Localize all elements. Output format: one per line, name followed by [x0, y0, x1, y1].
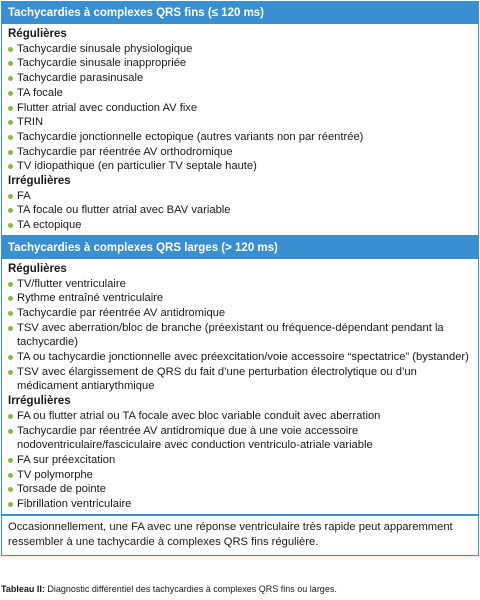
list-item — [8, 321, 472, 350]
item-text: Tachycardie par réentrée AV antidromique — [17, 306, 226, 319]
list-item — [8, 409, 472, 424]
item-list — [8, 277, 472, 395]
list-item — [8, 291, 472, 306]
list-item — [8, 86, 472, 101]
item-text: FA sur préexcitation — [17, 453, 116, 466]
group-title-irregular: Irrégulières — [8, 175, 71, 188]
bullet-icon — [8, 76, 13, 81]
item-text: FA — [17, 189, 31, 202]
list-item — [8, 56, 472, 71]
item-text: Fibrillation ventriculaire — [17, 498, 132, 511]
item-text: TV idiopathique (en particulier TV septale haute) — [17, 160, 257, 173]
item-text: TA ou tachycardie jonctionnelle avec préexcitation/voie accessoire “spectatrice” (bystander) — [17, 351, 469, 364]
item-text: Torsade de pointe — [17, 483, 106, 496]
bullet-icon — [8, 487, 13, 492]
item-list — [8, 409, 472, 512]
item-text: TRIN — [17, 116, 44, 129]
bullet-icon — [8, 61, 13, 66]
bullet-icon — [8, 194, 13, 199]
table-note: Occasionnellement, une FA avec une réponse ventriculaire très rapide peut apparemment ressembler à une tachycardie à complexes QRS fins régulière. — [8, 520, 453, 548]
table-caption — [1, 583, 337, 595]
bullet-icon — [8, 311, 13, 316]
item-list — [8, 189, 472, 233]
caption-text: Diagnostic différentiel des tachycardies à complexes QRS fins ou larges. — [44, 584, 337, 594]
item-text: TA ectopique — [17, 219, 82, 232]
list-item — [8, 468, 472, 483]
item-text: Tachycardie jonctionnelle ectopique (autres variants non par réentrée) — [17, 130, 364, 143]
group-title-regular: Régulières — [8, 28, 67, 40]
list-item — [8, 115, 472, 130]
bullet-icon — [8, 458, 13, 463]
item-list — [8, 42, 472, 174]
list-item — [8, 218, 472, 233]
item-text: Tachycardie sinusale physiologique — [17, 42, 193, 55]
item-text: TV/flutter ventriculaire — [17, 277, 126, 290]
bullet-icon — [8, 296, 13, 301]
bullet-icon — [8, 150, 13, 155]
list-item — [8, 453, 472, 468]
bullet-icon — [8, 282, 13, 287]
bullet-icon — [8, 135, 13, 140]
section-header: Tachycardies à complexes QRS fins (≤ 120 ms) — [2, 2, 478, 24]
bullet-icon — [8, 47, 13, 52]
item-text: TV polymorphe — [17, 468, 93, 481]
bullet-icon — [8, 429, 13, 434]
bullet-icon — [8, 106, 13, 111]
bullet-icon — [8, 223, 13, 228]
section-body — [2, 259, 478, 516]
list-item — [8, 497, 472, 512]
bullet-icon — [8, 208, 13, 213]
list-item — [8, 424, 472, 453]
item-text: TSV avec aberration/bloc de branche (préexistant ou fréquence-dépendant pendant la tachycardie) — [17, 321, 444, 349]
item-text: TSV avec élargissement de QRS du fait d’une perturbation électrolytique ou d’un médicament antiarythmique — [17, 365, 417, 393]
list-item — [8, 277, 472, 292]
bullet-icon — [8, 355, 13, 360]
bullet-icon — [8, 370, 13, 375]
item-text: Flutter atrial avec conduction AV fixe — [17, 101, 198, 114]
list-item — [8, 130, 472, 145]
bullet-icon — [8, 414, 13, 419]
list-item — [8, 159, 472, 174]
list-item — [8, 203, 472, 218]
bullet-icon — [8, 473, 13, 478]
bullet-icon — [8, 120, 13, 125]
list-item — [8, 365, 472, 394]
item-text: Tachycardie par réentrée AV antidromique due à une voie accessoire nodoventriculaire/fasciculaire avec conduction ventriculo-atriale variable — [17, 424, 373, 452]
bullet-icon — [8, 91, 13, 96]
item-text: FA ou flutter atrial ou TA focale avec bloc variable conduit avec aberration — [17, 409, 381, 422]
group-title-regular: Régulières — [8, 262, 67, 275]
item-text: Tachycardie par réentrée AV orthodromique — [17, 145, 233, 158]
list-item — [8, 145, 472, 160]
list-item — [8, 189, 472, 204]
list-item — [8, 101, 472, 116]
section-header: Tachycardies à complexes QRS larges (> 120 ms) — [2, 237, 478, 259]
section-body — [2, 24, 478, 237]
bullet-icon — [8, 326, 13, 331]
list-item — [8, 42, 472, 57]
item-text: Tachycardie sinusale inappropriée — [17, 57, 187, 70]
item-text: TA focale ou flutter atrial avec BAV variable — [17, 204, 231, 217]
list-item — [8, 482, 472, 497]
list-item — [8, 350, 472, 365]
list-item — [8, 306, 472, 321]
differential-diagnosis-table — [1, 1, 479, 556]
item-text: TA focale — [17, 86, 63, 99]
list-item — [8, 71, 472, 86]
item-text: Tachycardie parasinusale — [17, 72, 144, 85]
caption-label: Tableau II: — [1, 584, 45, 594]
group-title-irregular: Irrégulières — [8, 395, 71, 408]
section-wide-qrs — [2, 237, 478, 516]
bullet-icon — [8, 164, 13, 169]
bullet-icon — [8, 502, 13, 507]
item-text: Rythme entraîné ventriculaire — [17, 292, 164, 305]
section-narrow-qrs — [2, 2, 478, 237]
